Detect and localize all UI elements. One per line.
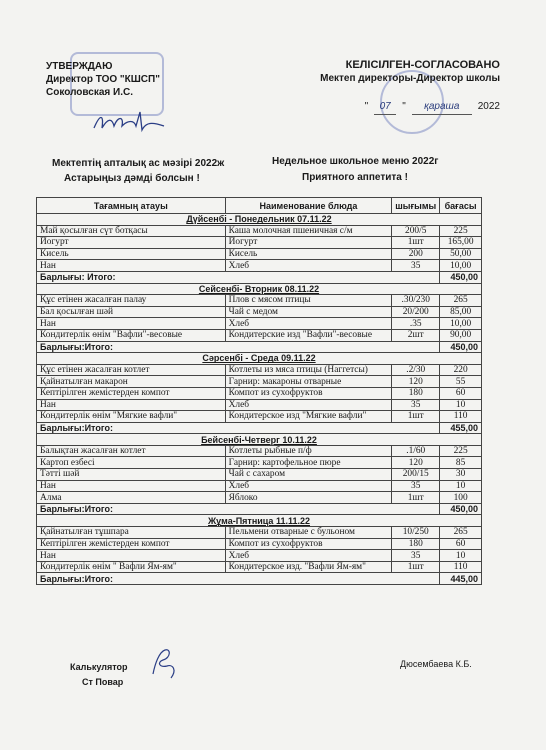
day-title: Сәрсенбі - Среда 09.11.22 xyxy=(37,353,482,365)
table-row xyxy=(37,306,482,318)
table-row xyxy=(37,457,482,469)
price-cell: 60 xyxy=(440,387,482,399)
approval-left-line2: Директор ТОО "КШСП" xyxy=(46,74,160,85)
price-cell: 265 xyxy=(440,295,482,307)
approval-date-month: қараша xyxy=(412,100,472,115)
total-value: 445,00 xyxy=(440,573,482,585)
output-cell: 200 xyxy=(392,248,440,260)
price-cell: 10 xyxy=(440,550,482,562)
price-cell: 10,00 xyxy=(440,260,482,272)
dish-ru-cell: Хлеб xyxy=(225,260,392,272)
price-cell: 85,00 xyxy=(440,306,482,318)
output-cell: 2шт xyxy=(392,329,440,341)
table-row xyxy=(37,225,482,237)
price-cell: 30 xyxy=(440,469,482,481)
output-cell: .2/30 xyxy=(392,364,440,376)
total-value: 450,00 xyxy=(440,341,482,353)
table-header-row xyxy=(37,198,482,214)
dish-ru-cell: Хлеб xyxy=(225,399,392,411)
dish-kz-cell: Май қосылған сүт ботқасы xyxy=(37,225,226,237)
total-value: 450,00 xyxy=(440,271,482,283)
table-row xyxy=(37,480,482,492)
dish-kz-cell: Йогурт xyxy=(37,237,226,249)
price-cell: 50,00 xyxy=(440,248,482,260)
menu-table xyxy=(36,197,482,585)
day-header-row xyxy=(37,283,482,295)
dish-ru-cell: Йогурт xyxy=(225,237,392,249)
day-header-row xyxy=(37,214,482,226)
dish-ru-cell: Гарнир: картофельное пюре xyxy=(225,457,392,469)
price-cell: 100 xyxy=(440,492,482,504)
output-cell: 200/5 xyxy=(392,225,440,237)
approval-left-line1: УТВЕРЖДАЮ xyxy=(46,61,113,72)
menu-title-kz xyxy=(52,156,224,186)
dish-kz-cell: Құс етінен жасалған котлет xyxy=(37,364,226,376)
price-cell: 10 xyxy=(440,399,482,411)
approval-right-line2: Мектеп директоры-Директор школы xyxy=(320,73,500,84)
price-cell: 110 xyxy=(440,411,482,423)
day-header-row xyxy=(37,434,482,446)
footer-calculator: Калькулятор xyxy=(70,662,128,672)
header-dish-kz: Тағамның атауы xyxy=(37,198,226,214)
price-cell: 110 xyxy=(440,561,482,573)
output-cell: .1/60 xyxy=(392,445,440,457)
approval-left xyxy=(46,60,160,99)
table-row xyxy=(37,237,482,249)
price-cell: 220 xyxy=(440,364,482,376)
approval-date-day: 07 xyxy=(374,100,396,115)
total-value: 455,00 xyxy=(440,422,482,434)
dish-ru-cell: Хлеб xyxy=(225,318,392,330)
total-row xyxy=(37,503,482,515)
price-cell: 225 xyxy=(440,225,482,237)
table-row xyxy=(37,376,482,388)
cook-signature xyxy=(145,644,185,684)
table-row xyxy=(37,469,482,481)
day-header-row xyxy=(37,353,482,365)
approval-right xyxy=(300,58,500,115)
price-cell: 265 xyxy=(440,527,482,539)
dish-kz-cell: Бал қосылған шәй xyxy=(37,306,226,318)
price-cell: 225 xyxy=(440,445,482,457)
table-row xyxy=(37,399,482,411)
total-row xyxy=(37,271,482,283)
dish-ru-cell: Хлеб xyxy=(225,550,392,562)
output-cell: 200/15 xyxy=(392,469,440,481)
footer-signatory: Дюсембаева К.Б. xyxy=(400,659,472,669)
dish-ru-cell: Кондитерские изд "Вафли"-весовые xyxy=(225,329,392,341)
output-cell: 35 xyxy=(392,480,440,492)
table-row xyxy=(37,527,482,539)
total-label: Барлығы:Итого: xyxy=(37,422,440,434)
approval-date-year: 2022 xyxy=(477,101,500,112)
output-cell: 20/200 xyxy=(392,306,440,318)
table-row xyxy=(37,248,482,260)
table-row xyxy=(37,492,482,504)
dish-kz-cell: Қайнатылған макарон xyxy=(37,376,226,388)
table-row xyxy=(37,411,482,423)
dish-kz-cell: Нан xyxy=(37,480,226,492)
output-cell: 120 xyxy=(392,457,440,469)
output-cell: 180 xyxy=(392,538,440,550)
dish-kz-cell: Кондитерлік өнім " Вафли Ям-ям" xyxy=(37,561,226,573)
output-cell: 1шт xyxy=(392,237,440,249)
dish-kz-cell: Тәтті шәй xyxy=(37,469,226,481)
output-cell: 1шт xyxy=(392,411,440,423)
dish-ru-cell: Компот из сухофруктов xyxy=(225,387,392,399)
table-row xyxy=(37,329,482,341)
dish-ru-cell: Хлеб xyxy=(225,480,392,492)
header-output: шығымы xyxy=(392,198,440,214)
dish-ru-cell: Кондитерское изд. "Вафли Ям-ям" xyxy=(225,561,392,573)
dish-ru-cell: Гарнир: макароны отварные xyxy=(225,376,392,388)
approval-left-line3: Соколовская И.С. xyxy=(46,87,133,98)
output-cell: 35 xyxy=(392,399,440,411)
total-label: Барлығы:Итого: xyxy=(37,341,440,353)
day-title: Дүйсенбі - Понедельник 07.11.22 xyxy=(37,214,482,226)
table-row xyxy=(37,550,482,562)
output-cell: .35 xyxy=(392,318,440,330)
dish-ru-cell: Чай с медом xyxy=(225,306,392,318)
day-title: Жұма-Пятница 11.11.22 xyxy=(37,515,482,527)
price-cell: 60 xyxy=(440,538,482,550)
dish-kz-cell: Кисель xyxy=(37,248,226,260)
total-row xyxy=(37,341,482,353)
dish-kz-cell: Нан xyxy=(37,550,226,562)
price-cell: 85 xyxy=(440,457,482,469)
output-cell: 10/250 xyxy=(392,527,440,539)
dish-ru-cell: Каша молочная пшеничная с/м xyxy=(225,225,392,237)
dish-kz-cell: Алма xyxy=(37,492,226,504)
total-label: Барлығы:Итого: xyxy=(37,573,440,585)
dish-kz-cell: Кептірілген жемістерден компот xyxy=(37,538,226,550)
dish-kz-cell: Кондитерлік өнім "Вафли"-весовые xyxy=(37,329,226,341)
total-value: 450,00 xyxy=(440,503,482,515)
dish-kz-cell: Кондитерлік өнім "Мягкие вафли" xyxy=(37,411,226,423)
approval-right-line1: КЕЛІСІЛГЕН-СОГЛАСОВАНО xyxy=(345,59,500,71)
total-label: Барлығы:Итого: xyxy=(37,503,440,515)
output-cell: 35 xyxy=(392,550,440,562)
dish-ru-cell: Котлеты рыбные п/ф xyxy=(225,445,392,457)
price-cell: 10,00 xyxy=(440,318,482,330)
header-dish-ru: Наименование блюда xyxy=(225,198,392,214)
total-row xyxy=(37,573,482,585)
dish-kz-cell: Нан xyxy=(37,260,226,272)
output-cell: 120 xyxy=(392,376,440,388)
table-row xyxy=(37,561,482,573)
output-cell: 1шт xyxy=(392,492,440,504)
menu-title-ru-line2: Приятного аппетита ! xyxy=(302,172,408,183)
output-cell: 35 xyxy=(392,260,440,272)
day-header-row xyxy=(37,515,482,527)
day-title: Бейсенбі-Четверг 10.11.22 xyxy=(37,434,482,446)
price-cell: 165,00 xyxy=(440,237,482,249)
footer-head-cook: Ст Повар xyxy=(82,677,124,687)
table-row xyxy=(37,318,482,330)
menu-title-kz-line2: Астарыңыз дәмді болсын ! xyxy=(64,173,200,184)
dish-kz-cell: Қайнатылған тұшпара xyxy=(37,527,226,539)
dish-ru-cell: Яблоко xyxy=(225,492,392,504)
dish-kz-cell: Нан xyxy=(37,318,226,330)
total-row xyxy=(37,422,482,434)
dish-ru-cell: Плов с мясом птицы xyxy=(225,295,392,307)
dish-ru-cell: Котлеты из мяса птицы (Наггетсы) xyxy=(225,364,392,376)
output-cell: 180 xyxy=(392,387,440,399)
price-cell: 10 xyxy=(440,480,482,492)
dish-ru-cell: Пельмени отварные с бульоном xyxy=(225,527,392,539)
dish-ru-cell: Чай с сахаром xyxy=(225,469,392,481)
dish-ru-cell: Кондитерское изд "Мягкие вафли" xyxy=(225,411,392,423)
table-row xyxy=(37,364,482,376)
dish-kz-cell: Балықтан жасалған котлет xyxy=(37,445,226,457)
dish-kz-cell: Құс етінен жасалған палау xyxy=(37,295,226,307)
output-cell: 1шт xyxy=(392,561,440,573)
table-row xyxy=(37,538,482,550)
dish-ru-cell: Кисель xyxy=(225,248,392,260)
table-row xyxy=(37,295,482,307)
approval-date: " 07 " қараша 2022 xyxy=(300,100,500,115)
menu-title-kz-line1: Мектептің апталық ас мәзірі 2022ж xyxy=(52,158,225,169)
total-label: Барлығы: Итого: xyxy=(37,271,440,283)
menu-title-ru-line1: Недельное школьное меню 2022г xyxy=(272,156,439,167)
footer-left xyxy=(70,660,128,690)
menu-table-body xyxy=(37,214,482,585)
table-row xyxy=(37,445,482,457)
output-cell: .30/230 xyxy=(392,295,440,307)
header-price: бағасы xyxy=(440,198,482,214)
table-row xyxy=(37,387,482,399)
dish-kz-cell: Картоп езбесі xyxy=(37,457,226,469)
menu-title-ru xyxy=(272,154,438,186)
price-cell: 90,00 xyxy=(440,329,482,341)
day-title: Сейсенбі- Вторник 08.11.22 xyxy=(37,283,482,295)
dish-kz-cell: Кептірілген жемістерден компот xyxy=(37,387,226,399)
dish-kz-cell: Нан xyxy=(37,399,226,411)
price-cell: 55 xyxy=(440,376,482,388)
dish-ru-cell: Компот из сухофруктов xyxy=(225,538,392,550)
director-signature xyxy=(90,108,170,136)
table-row xyxy=(37,260,482,272)
